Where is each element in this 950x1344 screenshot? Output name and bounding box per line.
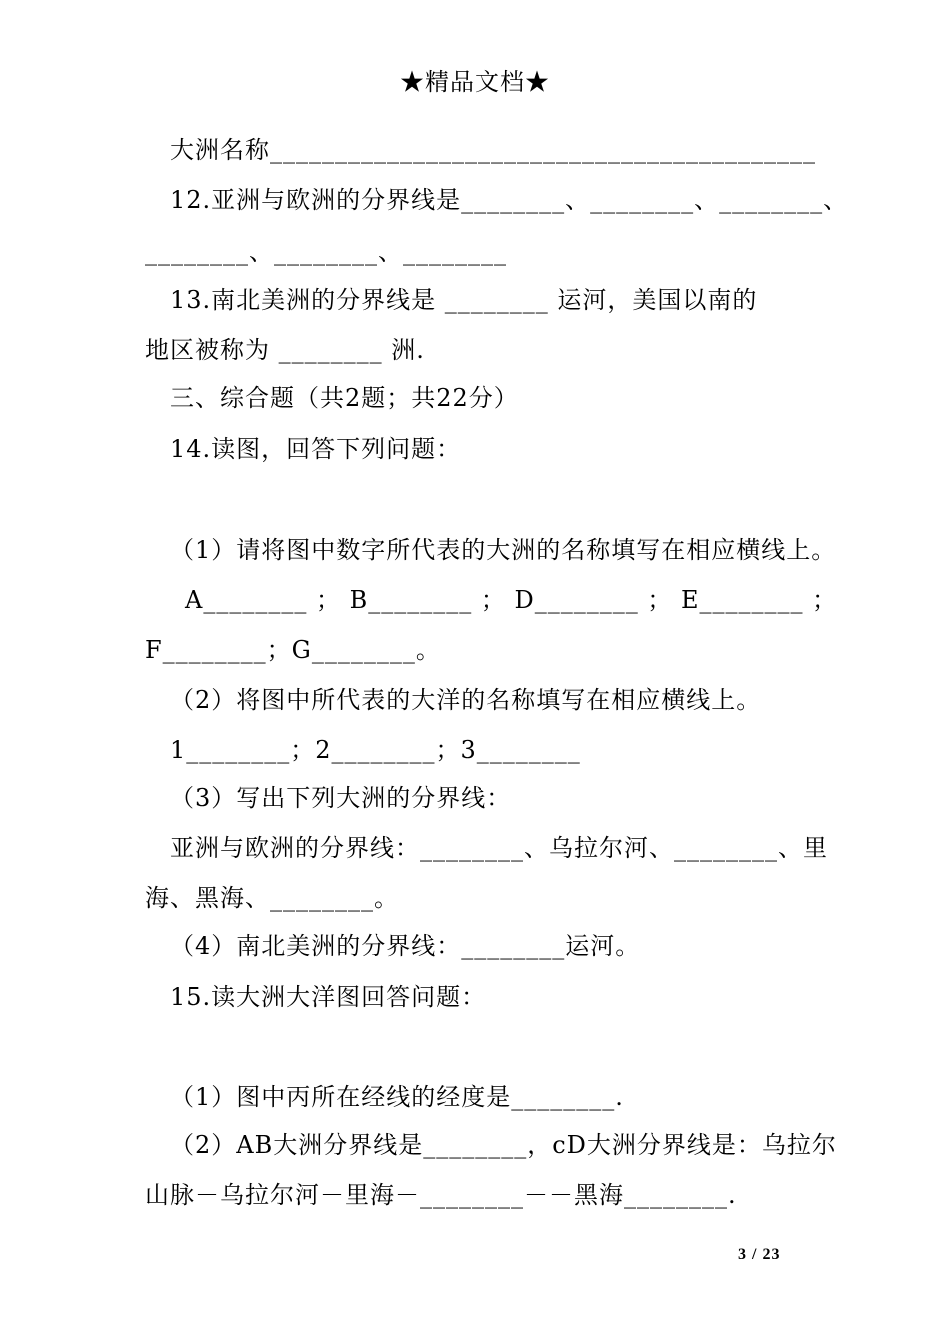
text-line: 海、黑海、________。	[145, 884, 399, 912]
text-line: 12.亚洲与欧洲的分界线是________、________、________、	[170, 186, 849, 214]
text-line: （4）南北美洲的分界线：________运河。	[170, 932, 641, 960]
text-line: （1）请将图中数字所代表的大洲的名称填写在相应横线上。	[170, 536, 837, 564]
text-line: F________；G________。	[145, 636, 441, 664]
section-heading: 三、综合题（共2题；共22分）	[170, 384, 519, 412]
text-line: 山脉－乌拉尔河－里海－________－－黑海________.	[145, 1181, 737, 1209]
text-line: A________ ； B________ ； D________ ； E________ ；	[185, 586, 838, 614]
text-line: 地区被称为 ________ 洲.	[145, 336, 425, 364]
question-title: 14.读图，回答下列问题：	[170, 435, 462, 463]
text-line: 亚洲与欧洲的分界线：________、乌拉尔河、________、里	[170, 834, 828, 862]
question-title: 15.读大洲大洋图回答问题：	[170, 983, 487, 1011]
text-line: （3）写出下列大洲的分界线：	[170, 784, 512, 812]
text-line: （1）图中丙所在经线的经度是________.	[170, 1083, 624, 1111]
text-line: 13.南北美洲的分界线是 ________ 运河，美国以南的	[170, 286, 758, 314]
text-line: 1________；2________；3________	[170, 736, 581, 764]
text-line: 大洲名称__________________________________________	[170, 136, 816, 164]
page-number: 3 / 23	[738, 1246, 781, 1263]
text-line: （2）将图中所代表的大洋的名称填写在相应横线上。	[170, 686, 762, 714]
text-line: ________、________、________	[145, 238, 507, 266]
page-header: ★精品文档★	[400, 68, 550, 96]
text-line: （2）AB大洲分界线是________，cD大洲分界线是：乌拉尔	[170, 1131, 837, 1159]
